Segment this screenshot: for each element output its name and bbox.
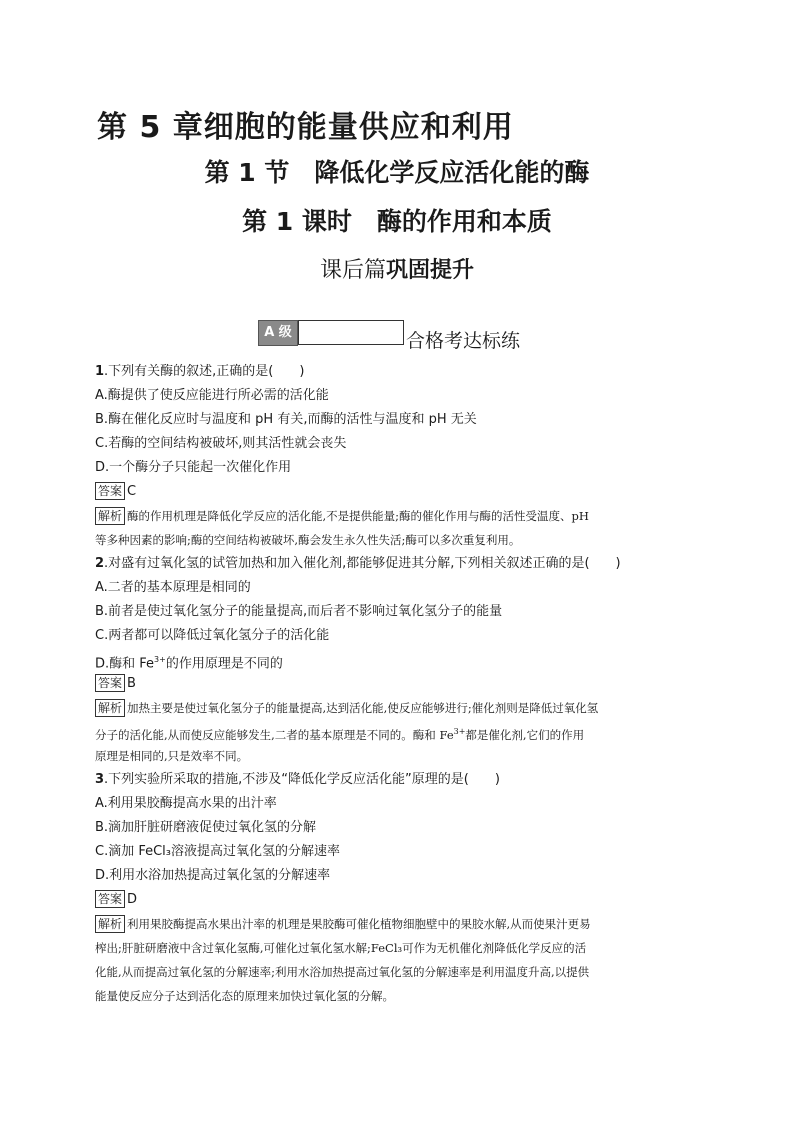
answer-value: C [127,484,137,499]
question-stem: 2.对盛有过氧化氢的试管加热和加入催化剂,都能够促进其分解,下列相关叙述正确的是( ) [95,556,621,571]
option-a: A.利用果胶酶提高水果的出汁率 [95,796,277,811]
option-d: D.一个酶分子只能起一次催化作用 [95,460,292,475]
level-blank-box [298,320,404,345]
answer-value: D [127,892,138,907]
explain-tag: 解析 [95,507,125,525]
answer-tag: 答案 [95,674,125,692]
question-2 [95,552,715,768]
part-title [0,253,794,284]
level-title: 合格考达标练 [406,330,521,352]
explanation-line: 等多种因素的影响;酶的空间结构被破坏,酶会发生永久性失活;酶可以多次重复利用。 [95,533,521,547]
option-a: A.二者的基本原理是相同的 [95,580,251,595]
option-b: B.酶在催化反应时与温度和 pH 有关,而酶的活性与温度和 pH 无关 [95,412,477,427]
option-a: A.酶提供了使反应能进行所必需的活化能 [95,388,329,403]
explanation-line: 分子的活化能,从而使反应能够发生,二者的基本原理是不同的。酶和 $Fe^{3+}$都是催化剂,它们的作用 [95,727,585,742]
option-c: C.滴加 FeCl₃溶液提高过氧化氢的分解速率 [95,844,341,859]
explanation-line: 解析 酶的作用机理是降低化学反应的活化能,不是提供能量;酶的催化作用与酶的活性受温度、pH [95,504,715,528]
explain-tag: 解析 [95,915,125,933]
section-title: 第 1 节 降低化学反应活化能的酶 [204,158,590,187]
question-1 [95,360,715,552]
level-banner [258,320,538,350]
explanation-line: 解析 利用果胶酶提高水果出汁率的机理是果胶酶可催化植物细胞壁中的果胶水解,从而使果汁更易 [95,912,715,936]
explanation-line: 原理是相同的,只是效率不同。 [95,749,249,763]
part-prefix: 课后篇 [319,258,386,283]
question-stem: 1.下列有关酶的叙述,正确的是( ) [95,364,305,379]
answer-tag: 答案 [95,482,125,500]
option-d: D.酶和 $Fe^{3+}$的作用原理是不同的 [95,655,283,672]
answer-value: B [127,676,136,691]
option-c: C.若酶的空间结构被破坏,则其活性就会丧失 [95,436,347,451]
question-stem: 3.下列实验所采取的措施,不涉及“降低化学反应活化能”原理的是( ) [95,772,500,787]
level-badge: A 级 [258,320,298,346]
explanation-line: 能量使反应分子达到活化态的原理来加快过氧化氢的分解。 [95,989,394,1003]
answer-line [95,672,715,696]
part-bold: 巩固提升 [386,258,475,283]
answer-tag: 答案 [95,890,125,908]
answer-line [95,888,715,912]
explanation-line: 化能,从而提高过氧化氢的分解速率;利用水浴加热提高过氧化氢的分解速率是利用温度升高,以提供 [95,965,590,979]
option-b: B.前者是使过氧化氢分子的能量提高,而后者不影响过氧化氢分子的能量 [95,604,503,619]
explain-tag: 解析 [95,699,125,717]
option-d: D.利用水浴加热提高过氧化氢的分解速率 [95,868,331,883]
explanation-line: 榨出;肝脏研磨液中含过氧化氢酶,可催化过氧化氢水解;FeCl₃可作为无机催化剂降低化学反应的活 [95,941,587,955]
lesson-title: 第 1 课时 酶的作用和本质 [242,207,552,236]
chapter-title: 第 5 章细胞的能量供应和利用 [97,110,514,145]
option-c: C.两者都可以降低过氧化氢分子的活化能 [95,628,330,643]
explanation-line: 解析 加热主要是使过氧化氢分子的能量提高,达到活化能,使反应能够进行;催化剂则是降低过氧化氢 [95,696,715,720]
option-b: B.滴加肝脏研磨液促使过氧化氢的分解 [95,820,317,835]
question-3 [95,768,715,1008]
answer-line [95,480,715,504]
